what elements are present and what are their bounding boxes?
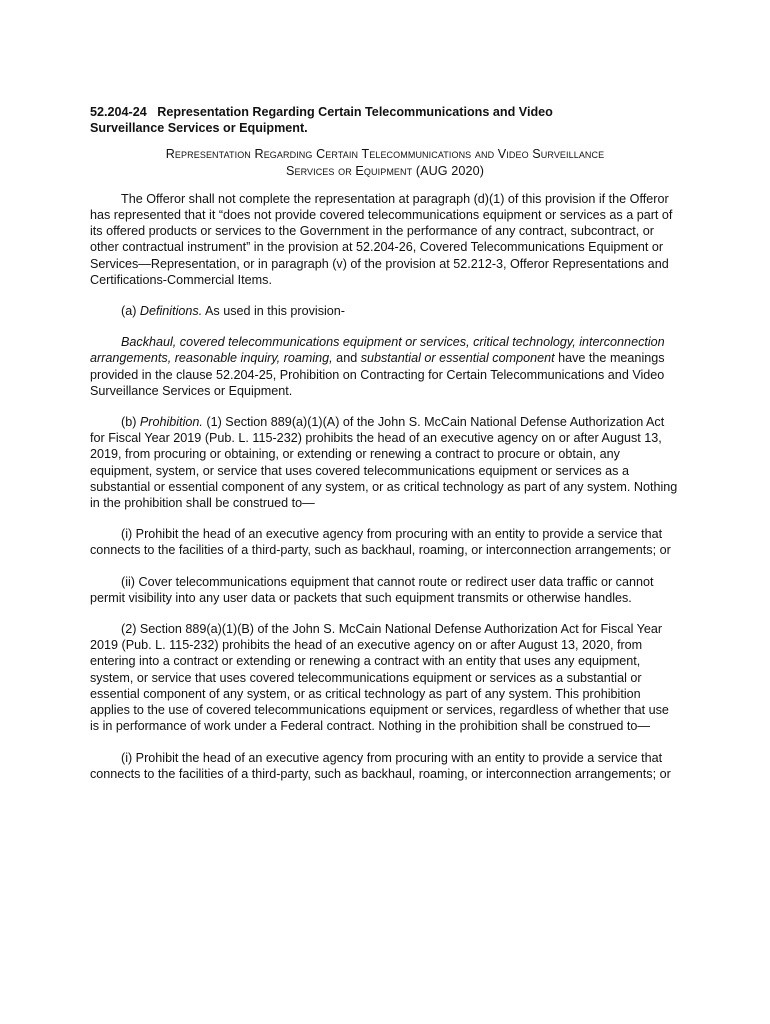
prohibition-1-ii-text: (ii) Cover telecommunications equipment that cannot route or redirect user data traffic or cannot permit visibility into any user data or packets that such equipment transmits or otherwise handles. [90, 574, 654, 605]
defined-terms-text: have the meanings provided in the clause 52.204-25, Prohibition on Contracting for Certain Telecommunications and Video Surveillance Services or Equipment. [90, 351, 665, 398]
prohibition-label: (b) [121, 415, 140, 430]
definitions-text: As used in this provision- [202, 304, 346, 319]
intro-paragraph [90, 191, 680, 288]
prohibition-2-i-paragraph [90, 750, 680, 782]
clause-title-line-1: Representation Regarding Certain Telecommunications and Video Surveillance [165, 147, 605, 162]
defined-terms-and: and [332, 351, 361, 366]
intro-text: The Offeror shall not complete the representation at paragraph (d)(1) of this provision if the Offeror has represented that it “does not provide covered telecommunications equipment or services as a part of its offered products or services to the Government in the performance of any contract, subcontract, or other contractual instrument” in the provision at 52.204-26, Covered Telecommunications Equipment or Services—Representation, or in paragraph (v) of the provision at 52.212-3, Offeror Representations and Certifications-Commercial Items. [90, 191, 673, 287]
defined-terms-list: Backhaul, covered telecommunications equipment or services, critical technology, interconnection arrangements, reasonable inquiry, roaming, [90, 335, 665, 366]
prohibition-2-paragraph [90, 621, 680, 734]
prohibition-2-text: (2) Section 889(a)(1)(B) of the John S. McCain National Defense Authorization Act for Fiscal Year 2019 (Pub. L. 115-232) prohibits the head of an executive agency on or after August 13, 2020, from entering into a contract or extending or renewing a contract with an entity that uses any equipment, system, or service that uses covered telecommunications equipment or services as a substantial or essential component of any system, or as critical technology as part of any system. This prohibition applies to the use of covered telecommunications equipment or services, regardless of whether that use is in performance of work under a Federal contract. Nothing in the prohibition shall be construed to— [90, 622, 669, 734]
provision-heading [90, 104, 680, 136]
prohibition-heading: Prohibition. [139, 415, 203, 430]
definitions-heading: Definitions. [139, 304, 203, 319]
prohibition-1-i-text: (i) Prohibit the head of an executive agency from procuring with an entity to provide a service that connects to the facilities of a third-party, such as backhaul, roaming, or interconnection arrangements; or [90, 527, 671, 558]
prohibition-text: (1) Section 889(a)(1)(A) of the John S. McCain National Defense Authorization Act for Fiscal Year 2019 (Pub. L. 115-232) prohibits the head of an executive agency on or after August 13, 2019, from procuring or obtaining, or extending or renewing a contract to procure or obtain, any equipment, system, or service that uses covered telecommunications equipment or services as a substantial or essential component of any system, or as critical technology as part of any system. Nothing in the prohibition shall be construed to— [90, 415, 678, 511]
prohibition-paragraph [90, 414, 680, 511]
prohibition-1-i-paragraph [90, 526, 680, 558]
defined-terms-paragraph [90, 334, 680, 399]
document-page [90, 104, 680, 797]
prohibition-2-i-text: (i) Prohibit the head of an executive agency from procuring with an entity to provide a service that connects to the facilities of a third-party, such as backhaul, roaming, or interconnection arrangements; or [90, 750, 671, 781]
defined-terms-last: substantial or essential component [360, 351, 555, 366]
clause-title-line-2: Services or Equipment [285, 163, 413, 178]
heading-line-2: Surveillance Services or Equipment. [90, 121, 308, 136]
clause-title-date: (AUG 2020) [412, 163, 485, 178]
definitions-paragraph [90, 303, 680, 319]
definitions-label: (a) [121, 304, 140, 319]
clause-title [90, 146, 680, 178]
heading-line-1: 52.204-24 Representation Regarding Certain Telecommunications and Video [90, 105, 553, 119]
prohibition-1-ii-paragraph [90, 574, 680, 606]
